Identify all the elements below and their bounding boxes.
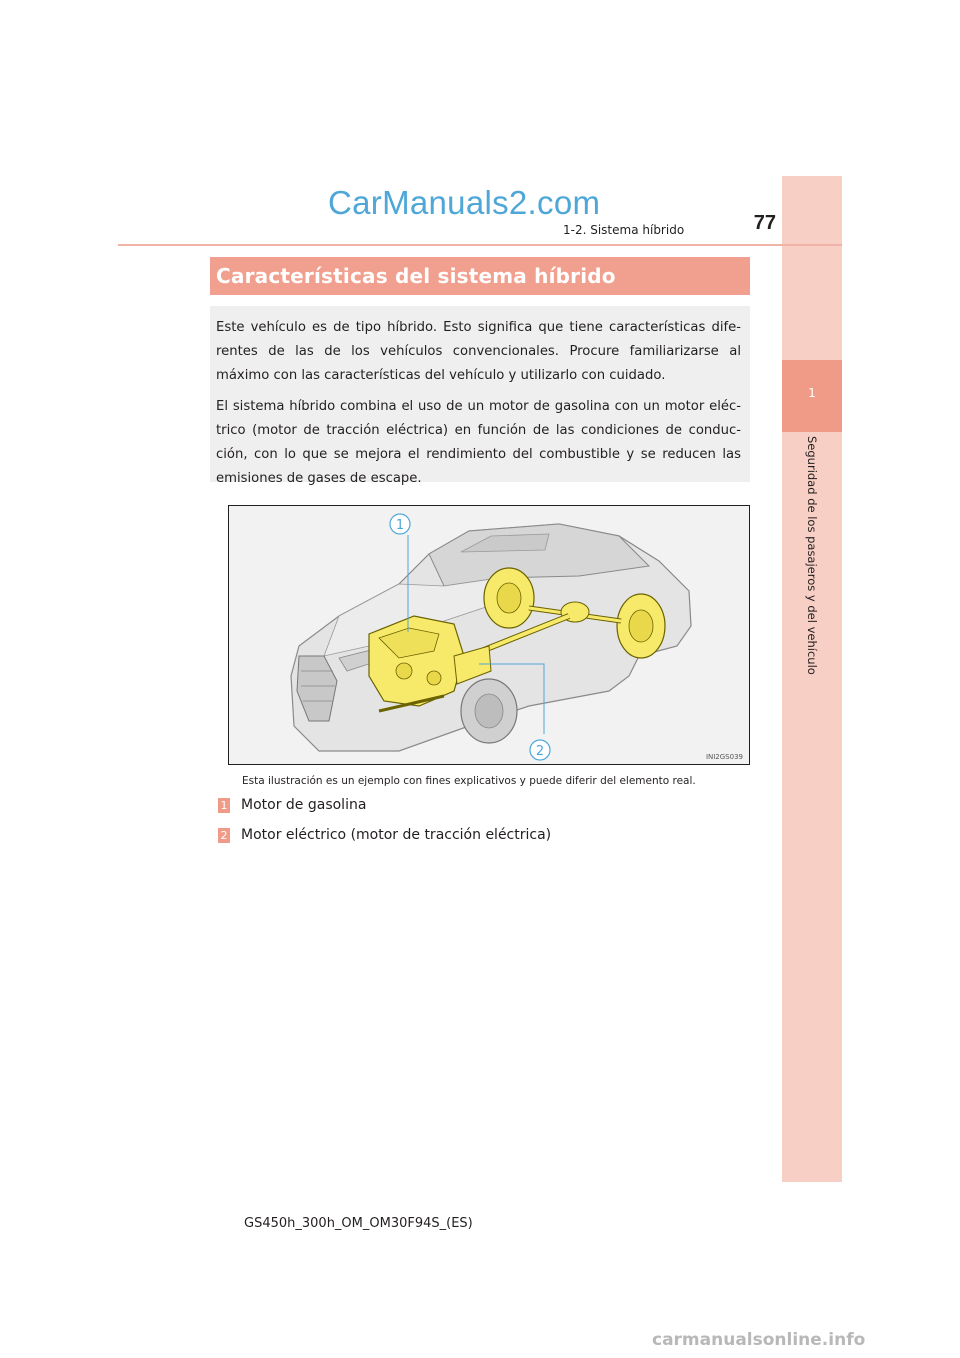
intro-paragraph: Este vehículo es de tipo híbrido. Esto significa que tiene características dife-rentes de las de los vehículos convencionales. Procure familiarizarse al máximo con las características del vehículo y utilizarlo con cuidado. — [216, 320, 741, 383]
page-number: 77 — [753, 212, 776, 234]
callout-2-label: 2 — [535, 744, 545, 759]
section-title: Características del sistema híbrido — [216, 264, 616, 288]
legend-number: 2 — [218, 828, 230, 843]
hybrid-system-illustration — [228, 505, 750, 765]
legend-item — [218, 827, 551, 843]
legend-label: Motor eléctrico (motor de tracción eléctrica) — [241, 827, 552, 843]
header-rule — [118, 244, 842, 246]
running-head: 1-2. Sistema híbrido — [563, 223, 685, 237]
figure-caption: Esta ilustración es un ejemplo con fines explicativos y puede diferir del elemento real. — [242, 775, 696, 787]
car-illustration — [229, 506, 748, 763]
chapter-title-text: Seguridad de los pasajeros y del vehículo — [805, 435, 819, 675]
chapter-title — [786, 435, 838, 675]
figure-code: INI2GS039 — [705, 753, 743, 761]
watermark-bottom: carmanualsonline.info — [652, 1330, 866, 1350]
legend-number: 1 — [218, 798, 230, 813]
chapter-side-tab — [782, 176, 842, 1182]
legend-item — [218, 797, 366, 813]
intro-text — [216, 316, 741, 498]
document-code: GS450h_300h_OM_OM30F94S_(ES) — [244, 1216, 473, 1231]
intro-paragraph: El sistema híbrido combina el uso de un motor de gasolina con un motor eléc-trico (motor de tracción eléctrica) en función de las condiciones de conduc-ción, con lo que se mejora el rendimiento del combustible y se reducen las emisiones de gases de escape. — [216, 399, 741, 486]
chapter-number: 1 — [808, 386, 816, 400]
callout-1-label: 1 — [395, 518, 405, 533]
legend-label: Motor de gasolina — [241, 797, 367, 813]
watermark-top: CarManuals2.com — [328, 184, 601, 221]
